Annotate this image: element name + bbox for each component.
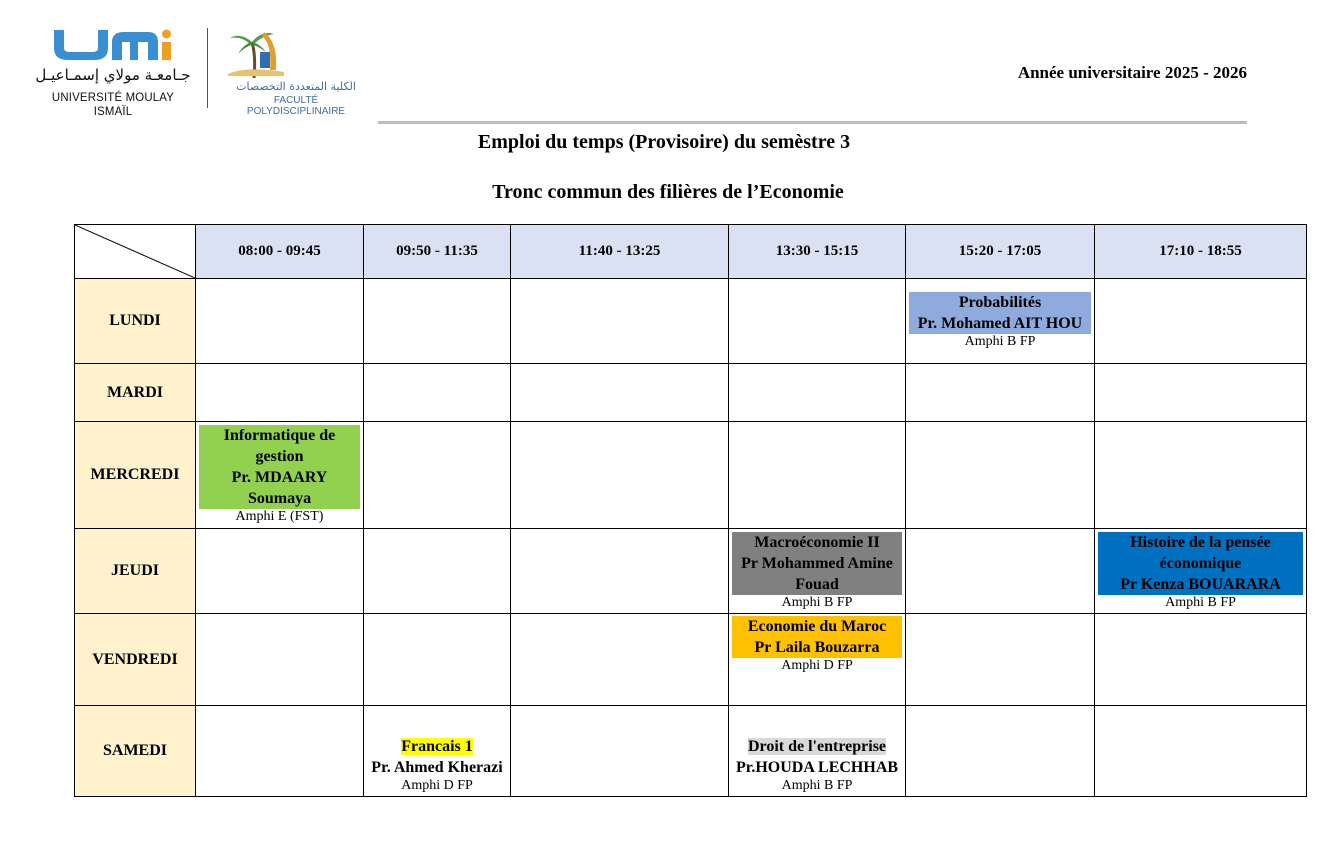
umi-logo (28, 24, 198, 118)
empty-cell (906, 422, 1095, 529)
empty-cell (906, 614, 1095, 706)
logo-separator (207, 28, 208, 108)
day-label: SAMEDI (75, 706, 196, 797)
empty-cell (511, 422, 729, 529)
timetable (74, 224, 1307, 797)
course-room: Amphi B FP (1165, 594, 1236, 610)
corner-cell (75, 225, 196, 279)
course-professor: Pr Kenza BOUARARA (1120, 575, 1281, 593)
slot-header: 17:10 - 18:55 (1095, 225, 1307, 279)
course-block (199, 425, 360, 509)
course-name: Francais 1 (401, 738, 473, 755)
empty-cell (511, 364, 729, 422)
course-name-wrap (731, 736, 903, 757)
session-cell (1095, 529, 1307, 614)
course-name: Histoire de la pensée économique (1130, 533, 1271, 572)
page-subtitle: Tronc commun des filières de l’Economie (492, 181, 844, 203)
course-name: Macroéconomie II (754, 533, 880, 551)
empty-cell (1095, 364, 1307, 422)
course-room: Amphi B FP (781, 594, 853, 610)
course-professor: Pr. MDAARY Soumaya (231, 469, 328, 507)
slot-header: 11:40 - 13:25 (511, 225, 729, 279)
empty-cell (364, 279, 511, 364)
day-row-mercredi (75, 422, 1307, 529)
empty-cell (1095, 422, 1307, 529)
day-row-mardi (75, 364, 1307, 422)
course-professor: Pr Laila Bouzarra (754, 639, 880, 656)
day-row-vendredi (75, 614, 1307, 706)
day-label: LUNDI (75, 279, 196, 364)
course-room: Amphi D FP (401, 778, 473, 793)
empty-cell (196, 529, 364, 614)
session-cell (729, 706, 906, 797)
course-professor: Pr. Ahmed Kherazi (371, 759, 503, 776)
page-title: Emploi du temps (Provisoire) du semèstre 3 (477, 131, 851, 153)
empty-cell (511, 529, 729, 614)
session-cell (906, 279, 1095, 364)
course-name: Economie du Maroc (747, 618, 887, 635)
course-block (732, 616, 902, 658)
course-block (732, 532, 902, 595)
empty-cell (1095, 279, 1307, 364)
empty-cell (364, 529, 511, 614)
course-name: Droit de l'entreprise (747, 738, 887, 755)
empty-cell (196, 364, 364, 422)
course-room: Amphi D FP (781, 658, 853, 673)
empty-cell (729, 279, 906, 364)
empty-cell (511, 706, 729, 797)
slot-header: 08:00 - 09:45 (196, 225, 364, 279)
empty-cell (364, 614, 511, 706)
day-row-lundi (75, 279, 1307, 364)
empty-cell (1095, 614, 1307, 706)
course-name: Informatique de gestion (223, 427, 336, 465)
slot-header: 15:20 - 17:05 (906, 225, 1095, 279)
day-label: MERCREDI (75, 422, 196, 529)
day-label: VENDREDI (75, 614, 196, 706)
empty-cell (906, 529, 1095, 614)
umi-french-name: UNIVERSITÉ MOULAY ISMAÏL (51, 90, 175, 118)
course-professor: Pr. Mohamed AIT HOU (917, 315, 1083, 332)
course-block (729, 736, 905, 778)
fp-arabic-name: الكلية المتعددة التخصصات (236, 80, 356, 93)
slot-header: 09:50 - 11:35 (364, 225, 511, 279)
empty-cell (511, 614, 729, 706)
course-block (364, 736, 510, 778)
umi-logo-icon (52, 28, 172, 64)
umi-arabic-name: جـامعـة مولاي إسمـاعيـل (35, 66, 191, 84)
session-cell (364, 706, 511, 797)
course-block (1098, 532, 1303, 595)
empty-cell (906, 364, 1095, 422)
day-row-jeudi (75, 529, 1307, 614)
empty-cell (196, 279, 364, 364)
slot-header: 13:30 - 15:15 (729, 225, 906, 279)
course-room: Amphi B FP (964, 334, 1036, 349)
fp-french-name: FACULTÉ POLYDISCIPLINAIRE (246, 95, 346, 117)
empty-cell (729, 364, 906, 422)
empty-cell (511, 279, 729, 364)
day-label: JEUDI (75, 529, 196, 614)
course-room: Amphi B FP (781, 778, 853, 793)
academic-year: Année universitaire 2025 - 2026 (1017, 63, 1247, 82)
day-row-samedi (75, 706, 1307, 797)
fp-logo (226, 26, 376, 116)
course-professor: Pr.HOUDA LECHHAB (735, 759, 899, 776)
session-cell (729, 529, 906, 614)
empty-cell (196, 614, 364, 706)
course-block (909, 292, 1091, 334)
course-professor: Pr Mohammed Amine Fouad (741, 554, 893, 593)
empty-cell (729, 422, 906, 529)
course-room: Amphi E (FST) (235, 509, 324, 524)
course-name-wrap (366, 736, 508, 757)
header-divider (378, 121, 1247, 124)
course-name: Probabilités (958, 294, 1042, 311)
session-cell (729, 614, 906, 706)
day-label: MARDI (75, 364, 196, 422)
empty-cell (364, 422, 511, 529)
palm-tree-icon (226, 26, 286, 80)
diagonal-line (75, 225, 195, 278)
empty-cell (906, 706, 1095, 797)
session-cell (196, 422, 364, 529)
empty-cell (196, 706, 364, 797)
timetable-header-row (75, 225, 1307, 279)
empty-cell (364, 364, 511, 422)
empty-cell (1095, 706, 1307, 797)
